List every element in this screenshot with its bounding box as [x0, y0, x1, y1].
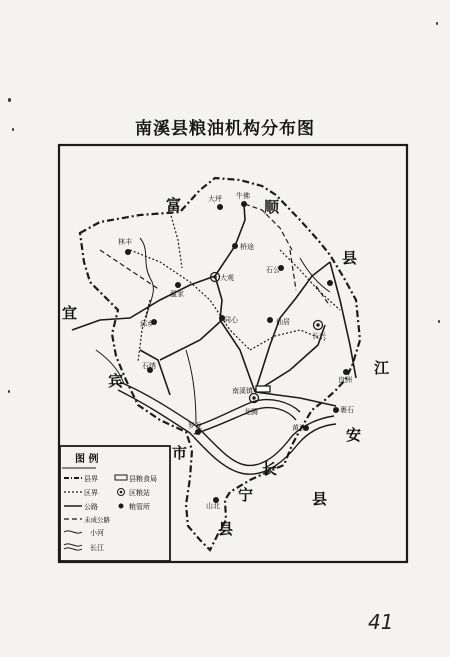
scan-speck [438, 320, 440, 323]
legend-label: 粮管所 [129, 503, 150, 511]
legend-label: 县界 [84, 475, 98, 483]
scan-speck [436, 22, 438, 25]
scan-speck [12, 128, 14, 131]
legend-label: 未成公路 [84, 516, 110, 524]
county-office-marker [256, 386, 270, 392]
place-label: 邱乡 [140, 320, 154, 328]
place-label: 大观 [220, 274, 234, 282]
place-label: 温家 [170, 290, 184, 298]
page-number: 41 [368, 610, 394, 634]
place-label: 仙居 [276, 318, 290, 326]
legend-title: 图 例 [75, 454, 99, 465]
district-borders [130, 212, 340, 362]
region-label: 富 [166, 196, 182, 214]
region-label: 县 [342, 249, 358, 267]
place-label: 林丰 [118, 238, 132, 246]
legend-label: 县粮食局 [129, 475, 157, 483]
legend-label: 长江 [90, 544, 104, 552]
region-label: 长 [262, 460, 278, 478]
place-label: 大坪 [208, 195, 222, 203]
map-title: 南溪县粮油机构分布图 [135, 119, 315, 139]
scan-speck [8, 98, 11, 102]
place-label: 南溪镇 [232, 387, 253, 395]
region-label: 县 [312, 490, 328, 508]
place-label: 黄沙 [292, 424, 306, 432]
place-label: 罗龙 [188, 422, 202, 430]
region-label: 宾 [108, 372, 124, 390]
region-label: 宜 [62, 304, 78, 322]
place-label: 山北 [206, 502, 220, 510]
region-label: 市 [172, 444, 188, 462]
place-label: 桥途 [240, 243, 254, 251]
region-label: 宁 [238, 486, 254, 504]
place-label: 龙腾 [244, 408, 258, 416]
legend-label: 区界 [84, 489, 98, 497]
region-label: 顺 [264, 198, 280, 216]
place-label: 石公 [266, 266, 280, 274]
district-station-markers [211, 273, 323, 403]
place-label: 良洲 [338, 376, 352, 384]
place-label: 石绣 [142, 362, 156, 370]
place-label: 同心 [224, 316, 238, 324]
place-label: 牛佛 [236, 192, 250, 200]
legend-label: 区粮站 [129, 489, 150, 497]
region-label: 县 [218, 520, 234, 538]
region-label: 江 [374, 359, 390, 377]
place-label: 裹石 [340, 406, 354, 414]
scan-speck [8, 390, 10, 393]
place-label: 长兴 [312, 332, 326, 340]
region-label: 安 [346, 426, 362, 444]
legend-label: 公路 [84, 503, 98, 511]
unpaved-roads [100, 204, 330, 306]
legend-label: 小河 [90, 529, 104, 537]
legend [60, 446, 170, 561]
